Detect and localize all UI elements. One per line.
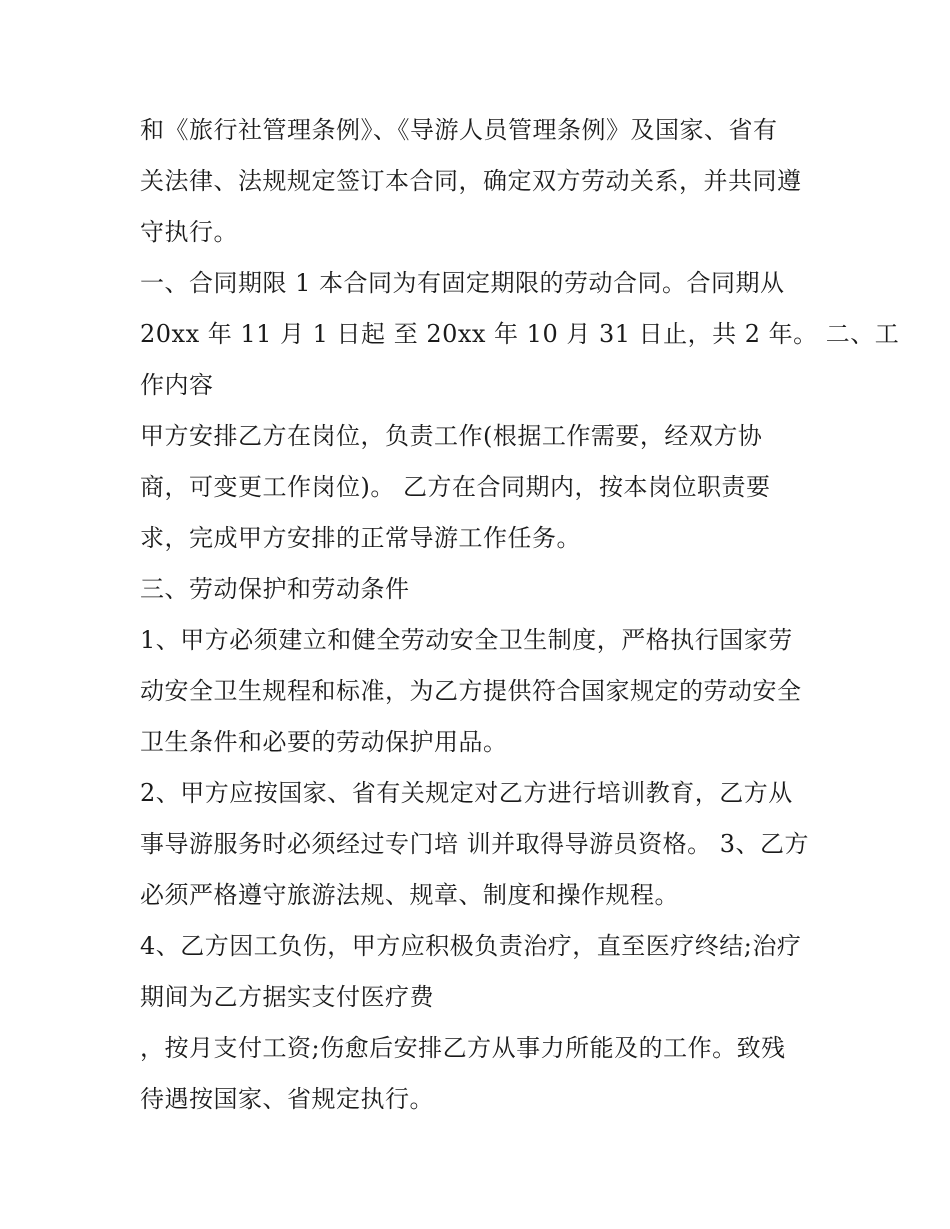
text-line-16: 必须严格遵守旅游法规、规章、制度和操作规程。 [140,881,679,909]
text-line-19: ，按月支付工资;伤愈后安排乙方从事力所能及的工作。致残 [140,1034,786,1062]
text-line-7: 甲方安排乙方在岗位，负责工作(根据工作需要，经双方协 [140,422,763,450]
text-line-1: 和《旅行社管理条例》、《导游人员管理条例》及国家、省有 [140,116,778,144]
text-line-8: 商，可变更工作岗位)。 乙方在合同期内，按本岗位职责要 [140,473,771,501]
text-line-12: 动安全卫生规程和标准，为乙方提供符合国家规定的劳动安全 [140,677,802,705]
text-line-9: 求，完成甲方安排的正常导游工作任务。 [140,524,581,552]
text-line-14: 2、甲方应按国家、省有关规定对乙方进行培训教育，乙方从 [140,779,793,807]
text-line-4: 一、合同期限 1 本合同为有固定期限的劳动合同。合同期从 [140,269,785,297]
text-line-3: 守执行。 [140,218,238,246]
text-line-5: 20xx 年 11 月 1 日起 至 20xx 年 10 月 31 日止，共 2 年。 二、工 [140,320,900,348]
text-line-20: 待遇按国家、省规定执行。 [140,1085,434,1113]
text-line-15: 事导游服务时必须经过专门培 训并取得导游员资格。 3、乙方 [140,830,810,858]
text-line-2: 关法律、法规规定签订本合同，确定双方劳动关系，并共同遵 [140,167,802,195]
text-line-10: 三、劳动保护和劳动条件 [140,575,410,603]
text-line-18: 期间为乙方据实支付医疗费 [140,983,434,1011]
text-line-17: 4、乙方因工负伤，甲方应积极负责治疗，直至医疗终结;治疗 [140,932,802,960]
text-line-13: 卫生条件和必要的劳动保护用品。 [140,728,508,756]
text-line-11: 1、甲方必须建立和健全劳动安全卫生制度，严格执行国家劳 [140,626,793,654]
text-line-6: 作内容 [140,371,214,399]
